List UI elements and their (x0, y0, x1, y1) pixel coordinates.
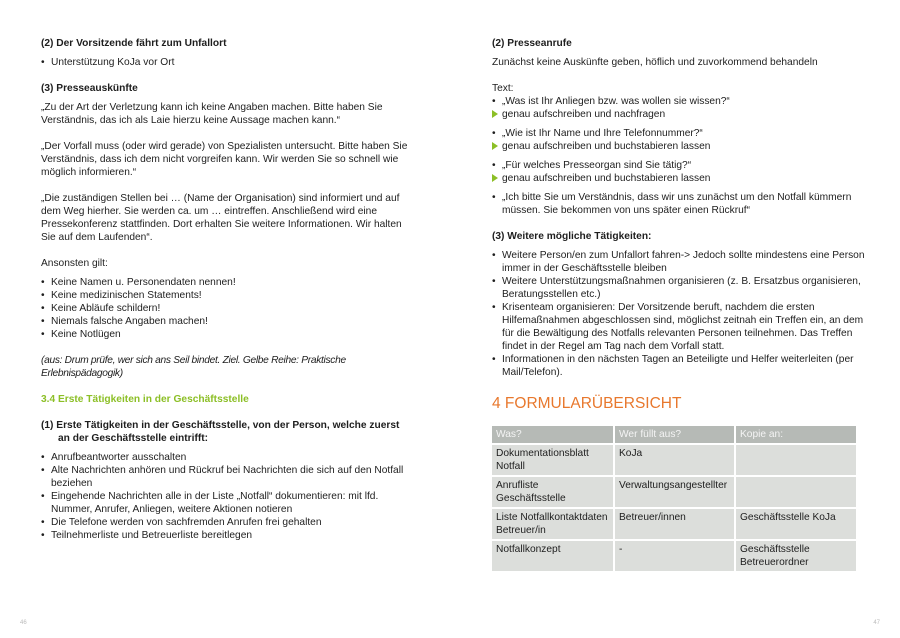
list-item: • Alte Nachrichten anhören und Rückruf bei Nachrichten die sich auf den Notfall beziehen (41, 464, 408, 490)
question-block (492, 159, 866, 185)
citation: (aus: Drum prüfe, wer sich ans Seil bindet. Ziel. Gelbe Reihe: Praktische Erlebnispädagogik) (41, 355, 346, 379)
question-item: • „Was ist Ihr Anliegen bzw. was wollen sie wissen?“ (492, 95, 866, 108)
list-item: • Anrufbeantworter ausschalten (41, 451, 408, 464)
table-cell: Notfallkonzept (492, 541, 613, 571)
list-chair-support (41, 56, 408, 69)
table-cell: Betreuer/innen (615, 509, 734, 539)
table-cell: Verwaltungsangestellter (615, 477, 734, 507)
list-further-activities (492, 249, 866, 379)
left-column (41, 37, 408, 542)
otherwise-label: Ansonsten gilt: (41, 258, 108, 269)
page-number: 46 (20, 620, 27, 626)
heading-chair-to-accident: (2) Der Vorsitzende fährt zum Unfallort (41, 38, 227, 49)
heading-press-calls: (2) Presseanrufe (492, 38, 572, 49)
table-header-row (492, 426, 856, 443)
table-cell: Liste Notfallkontaktdaten Betreuer/in (492, 509, 613, 539)
form-overview-table (490, 424, 858, 573)
list-item: • Weitere Person/en zum Unfallort fahren-> Jedoch sollte mindestens eine Person immer in der Geschäftsstelle bleiben (492, 249, 866, 275)
list-item: • Informationen in den nächsten Tagen an Beteiligte und Helfer weiterleiten (per Mail/Telefon). (492, 353, 866, 379)
quote-specialists: „Der Vorfall muss (oder wird gerade) von Spezialisten untersucht. Bitte haben Sie Verständnis, dass ich dem nicht vorgreifen kann. Wir werden Sie so schnell wie möglich informieren.“ (41, 141, 408, 178)
table-cell: - (615, 541, 734, 571)
table-row (492, 477, 856, 507)
table-cell: KoJa (615, 445, 734, 475)
press-calls-intro: Zunächst keine Auskünfte geben, höflich und zuvorkommend behandeln (492, 57, 818, 68)
text-label: Text: (492, 83, 514, 94)
list-rules (41, 276, 408, 341)
list-item: • Eingehende Nachrichten alle in der Liste „Notfall“ dokumentieren: mit lfd. Nummer, Anrufer, Anliegen, weitere Aktionen notieren (41, 490, 408, 516)
section-heading-3-4: 3.4 Erste Tätigkeiten in der Geschäftsstelle (41, 394, 249, 405)
list-first-activities (41, 451, 408, 542)
table-row (492, 541, 856, 571)
arrow-icon (492, 142, 498, 150)
answer-line (492, 172, 866, 185)
question-item: • „Wie ist Ihr Name und Ihre Telefonnummer?“ (492, 127, 866, 140)
question-block (492, 127, 866, 153)
column-header: Was? (492, 426, 613, 443)
table-cell: Geschäftsstelle Betreuerordner (736, 541, 856, 571)
table-cell: Anrufliste Geschäftsstelle (492, 477, 613, 507)
list-item: • Unterstützung KoJa vor Ort (41, 56, 408, 69)
column-header: Wer füllt aus? (615, 426, 734, 443)
heading-first-activities: (1) Erste Tätigkeiten in der Geschäftsstelle, von der Person, welche zuerst an der Geschäftsstelle eintrifft: (41, 420, 400, 444)
table-cell (736, 477, 856, 507)
list-item: • Keine medizinischen Statements! (41, 289, 408, 302)
list-item: • Niemals falsche Angaben machen! (41, 315, 408, 328)
table-row (492, 509, 856, 539)
answer-line (492, 140, 866, 153)
right-column (492, 37, 866, 573)
closing-quote-list (492, 191, 866, 217)
column-header: Kopie an: (736, 426, 856, 443)
list-item: • Krisenteam organisieren: Der Vorsitzende beruft, nachdem die ersten Hilfemaßnahmen abgeschlossen sind, möglichst zeitnah ein Treffen ein, an dem für die Bewältigung des Notfalls relevanten Personen teilnehmen. Das Treffen findet in der Regel am Tag nach dem Vorfall statt. (492, 301, 866, 353)
closing-quote: • „Ich bitte Sie um Verständnis, dass wir uns zunächst um den Notfall kümmern müssen. Sie bekommen von uns später einen Rückruf“ (492, 191, 866, 217)
right-page (450, 0, 900, 638)
list-item: • Keine Namen u. Personendaten nennen! (41, 276, 408, 289)
arrow-icon (492, 174, 498, 182)
table-cell: Geschäftsstelle KoJa (736, 509, 856, 539)
answer-text: genau aufschreiben und nachfragen (502, 109, 666, 120)
answer-text: genau aufschreiben und buchstabieren lassen (502, 141, 711, 152)
heading-further-activities: (3) Weitere mögliche Tätigkeiten: (492, 231, 652, 242)
page-number: 47 (873, 620, 880, 626)
arrow-icon (492, 110, 498, 118)
quote-authorities: „Die zuständigen Stellen bei … (Name der Organisation) sind informiert und auf dem Weg hierher. Sie werden ca. um … eintreffen. Anschließend wird eine Pressekonferenz stattfinden. Dort erhalten Sie weitere Informationen. Wir halten Sie auf dem Laufenden“. (41, 193, 402, 243)
section-title-form-overview: 4 FORMULARÜBERSICHT (492, 395, 682, 412)
table-row (492, 445, 856, 475)
list-item: • Teilnehmerliste und Betreuerliste bereitlegen (41, 529, 408, 542)
quote-injury: „Zu der Art der Verletzung kann ich keine Angaben machen. Bitte haben Sie Verständnis, das ich als Laie hierzu keine Aussage machen kann.“ (41, 102, 383, 126)
heading-press-info: (3) Presseauskünfte (41, 83, 138, 94)
answer-line (492, 108, 866, 121)
list-item: • Weitere Unterstützungsmaßnahmen organisieren (z. B. Ersatzbus organisieren, Beratungsstellen etc.) (492, 275, 866, 301)
table-cell (736, 445, 856, 475)
list-item: • Keine Notlügen (41, 328, 408, 341)
answer-text: genau aufschreiben und buchstabieren lassen (502, 173, 711, 184)
question-item: • „Für welches Presseorgan sind Sie tätig?“ (492, 159, 866, 172)
question-block (492, 95, 866, 121)
table-cell: Dokumentationsblatt Notfall (492, 445, 613, 475)
list-item: • Keine Abläufe schildern! (41, 302, 408, 315)
list-item: • Die Telefone werden von sachfremden Anrufen frei gehalten (41, 516, 408, 529)
